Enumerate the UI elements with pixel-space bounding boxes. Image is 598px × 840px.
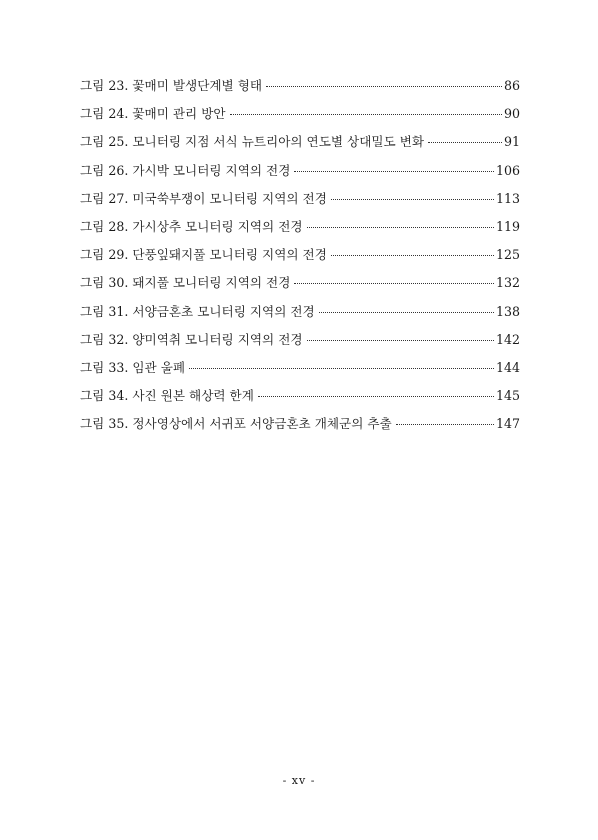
toc-entry[interactable]	[80, 188, 520, 216]
toc-entry-label: 그림 33. 임관 울폐	[80, 359, 186, 375]
dot-leader	[331, 199, 494, 200]
toc-entry[interactable]	[80, 103, 520, 131]
toc-entry[interactable]	[80, 329, 520, 357]
toc-entry[interactable]	[80, 131, 520, 159]
dot-leader	[189, 368, 494, 369]
toc-entry[interactable]	[80, 301, 520, 329]
toc-entry[interactable]	[80, 413, 520, 441]
toc-entry-label: 그림 29. 단풍잎돼지풀 모니터링 지역의 전경	[80, 247, 327, 263]
toc-entry-page: 91	[503, 134, 520, 150]
toc-entry-page: 138	[495, 303, 520, 319]
toc-entry[interactable]	[80, 244, 520, 272]
table-of-figures	[80, 75, 520, 441]
toc-entry-label: 그림 32. 양미역취 모니터링 지역의 전경	[80, 331, 303, 347]
toc-entry[interactable]	[80, 216, 520, 244]
dot-leader	[319, 312, 494, 313]
dot-leader	[258, 396, 494, 397]
toc-entry-label: 그림 24. 꽃매미 관리 방안	[80, 106, 226, 122]
toc-entry-page: 90	[503, 106, 520, 122]
toc-entry-label: 그림 34. 사진 원본 해상력 한계	[80, 388, 254, 404]
dot-leader	[396, 424, 494, 425]
toc-entry-page: 147	[495, 416, 520, 432]
toc-entry[interactable]	[80, 272, 520, 300]
dot-leader	[428, 142, 502, 143]
toc-entry-page: 132	[495, 275, 520, 291]
toc-entry-page: 119	[495, 218, 520, 234]
toc-entry[interactable]	[80, 75, 520, 103]
toc-entry-label: 그림 25. 모니터링 지점 서식 뉴트리아의 연도별 상대밀도 변화	[80, 134, 425, 150]
toc-entry-page: 142	[495, 331, 520, 347]
toc-entry-page: 125	[495, 247, 520, 263]
dot-leader	[266, 86, 502, 87]
toc-entry[interactable]	[80, 160, 520, 188]
dot-leader	[307, 340, 494, 341]
toc-entry-label: 그림 26. 가시박 모니터링 지역의 전경	[80, 162, 291, 178]
toc-entry[interactable]	[80, 357, 520, 385]
toc-entry-page: 86	[503, 78, 520, 93]
dot-leader	[294, 171, 494, 172]
dot-leader	[294, 283, 494, 284]
toc-entry-page: 144	[495, 359, 520, 375]
toc-entry-label: 그림 23. 꽃매미 발생단계별 형태	[80, 78, 263, 93]
page-number-footer: - xv -	[282, 774, 316, 787]
dot-leader	[307, 227, 494, 228]
dot-leader	[230, 114, 502, 115]
toc-entry-page: 113	[495, 190, 520, 206]
toc-entry-label: 그림 28. 가시상추 모니터링 지역의 전경	[80, 218, 303, 234]
toc-entry-page: 145	[495, 388, 520, 404]
toc-entry-label: 그림 35. 정사영상에서 서귀포 서양금혼초 개체군의 추출	[80, 416, 392, 432]
dot-leader	[331, 255, 494, 256]
toc-entry-label: 그림 27. 미국쑥부쟁이 모니터링 지역의 전경	[80, 190, 327, 206]
toc-entry-page: 106	[495, 162, 520, 178]
toc-entry[interactable]	[80, 385, 520, 413]
toc-entry-label: 그림 30. 돼지풀 모니터링 지역의 전경	[80, 275, 291, 291]
toc-entry-label: 그림 31. 서양금혼초 모니터링 지역의 전경	[80, 303, 315, 319]
